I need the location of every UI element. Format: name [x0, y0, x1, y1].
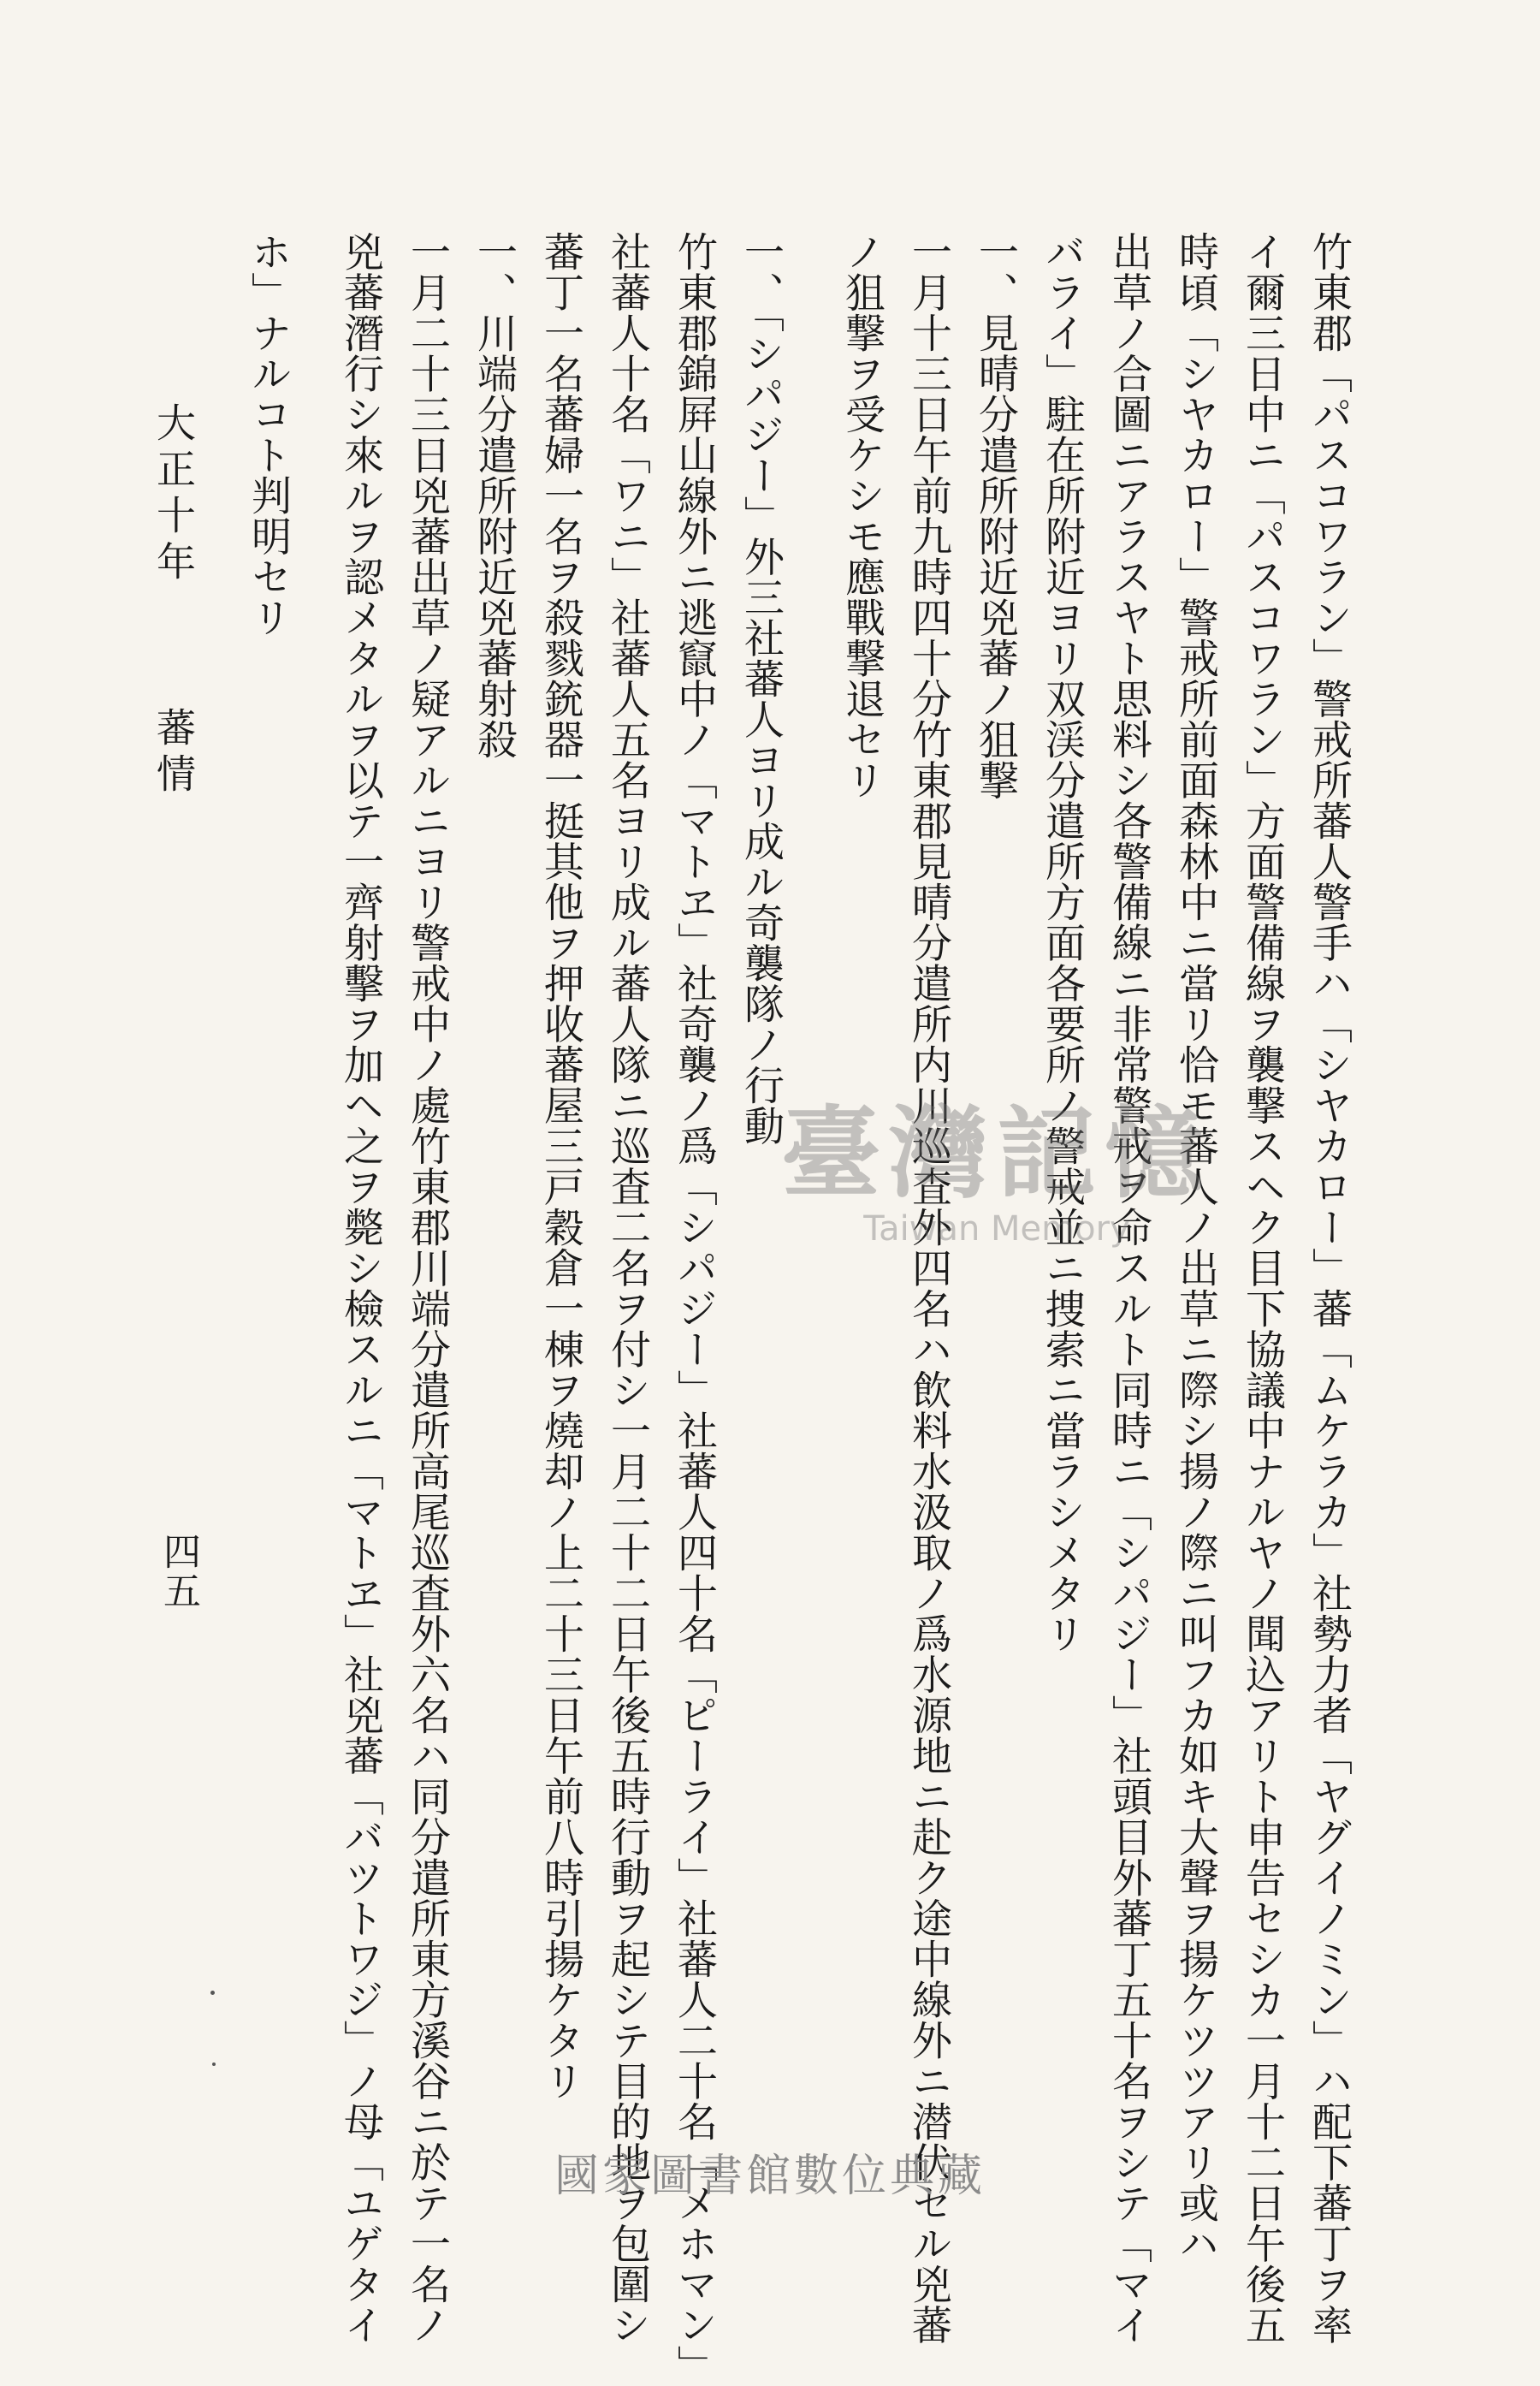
- running-head-title: 蕃情: [151, 707, 197, 799]
- text-line-2: イ爾三日中ニ「パスコワラン」方面警備線ヲ襲撃スヘク目下協議中ナルヤノ聞込アリト申告セシカ一月十二日午後五: [1239, 231, 1286, 2345]
- section-heading-2: 一、「シパジー」外三社蕃人ヨリ成ル奇襲隊ノ行動: [737, 231, 785, 1146]
- section-heading-3: 一、川端分遣所附近兇蕃射殺: [471, 231, 518, 760]
- scan-speck: [210, 1991, 215, 1995]
- watermark-latin-text: Taiwan Memory: [863, 1209, 1130, 1249]
- scan-speck: [212, 2063, 216, 2066]
- text-line-5: バライ」駐在所附近ヨリ双渓分遣所方面各要所ノ警戒並ニ捜索ニ當ラシメタリ: [1039, 231, 1086, 1654]
- text-line-14: 一月二十三日兇蕃出草ノ疑アルニヨリ警戒中ノ處竹東郡川端分遣所高尾巡査外六名ハ同分遣所東方溪谷ニ於テ一名ノ: [404, 231, 451, 2345]
- page-number: 四五: [157, 1532, 200, 1611]
- watermark: [766, 1095, 1228, 1284]
- text-line-11: 社蕃人十名「ワニ」社蕃人五名ヨリ成ル蕃人隊ニ巡査二名ヲ付シ一月二十二日午後五時行動ヲ起シテ目的地ヲ包圍シ: [604, 231, 651, 2345]
- text-line-1: 竹東郡「パスコワラン」警戒所蕃人警手ハ「シヤカロー」蕃「ムケラカ」社勢力者「ヤグイノミン」ハ配下蕃丁ヲ率: [1306, 231, 1353, 2345]
- text-line-12: 蕃丁一名蕃婦一名ヲ殺戮銃器一挺其他ヲ押收蕃屋三戸穀倉一棟ヲ燒却ノ上二十三日午前八時引揚ケタリ: [537, 231, 584, 2101]
- text-line-15: 兇蕃潛行シ來ルヲ認メタルヲ以テ一齊射擊ヲ加ヘ之ヲ斃シ檢スルニ「マトヱ」社兇蕃「バツトワジ」ノ母「ユゲタイ: [337, 231, 384, 2345]
- watermark-cjk-text: 臺灣記憶: [781, 1095, 1212, 1212]
- text-line-3: 時頃「シヤカロー」警戒所前面森林中ニ當リ恰モ蕃人ノ出草ニ際シ揚ノ際ニ叫フカ如キ大聲ヲ揚ケツツアリ或ハ: [1172, 231, 1219, 2264]
- running-head-era: 大正十年: [151, 402, 197, 587]
- footer-library-credit: 國家圖書館數位典藏: [554, 2151, 986, 2202]
- text-line-10: 竹東郡錦屛山線外ニ逃竄中ノ「マトヱ」社奇襲ノ爲「シパジー」社蕃人四十名「ピーライ」社蕃人二十名「メホマン」: [671, 231, 718, 2386]
- text-line-8: ノ狙撃ヲ受ケシモ應戰撃退セリ: [838, 231, 886, 800]
- running-head: [151, 402, 197, 799]
- text-line-4: 出草ノ合圖ニアラスヤト思料シ各警備線ニ非常警戒ヲ命スルト同時ニ「シパジー」社頭目外蕃丁五十名ヲシテ「マイ: [1105, 231, 1152, 2345]
- text-line-16: ホ」ナルコト判明セリ: [245, 231, 292, 638]
- text-line-7: 一月十三日午前九時四十分竹東郡見晴分遣所内川巡査外四名ハ飲料水汲取ノ爲水源地ニ赴ク途中線外ニ潜伏セル兇蕃: [905, 231, 952, 2345]
- section-heading-1: 一、見晴分遣所附近兇蕃ノ狙撃: [972, 231, 1019, 800]
